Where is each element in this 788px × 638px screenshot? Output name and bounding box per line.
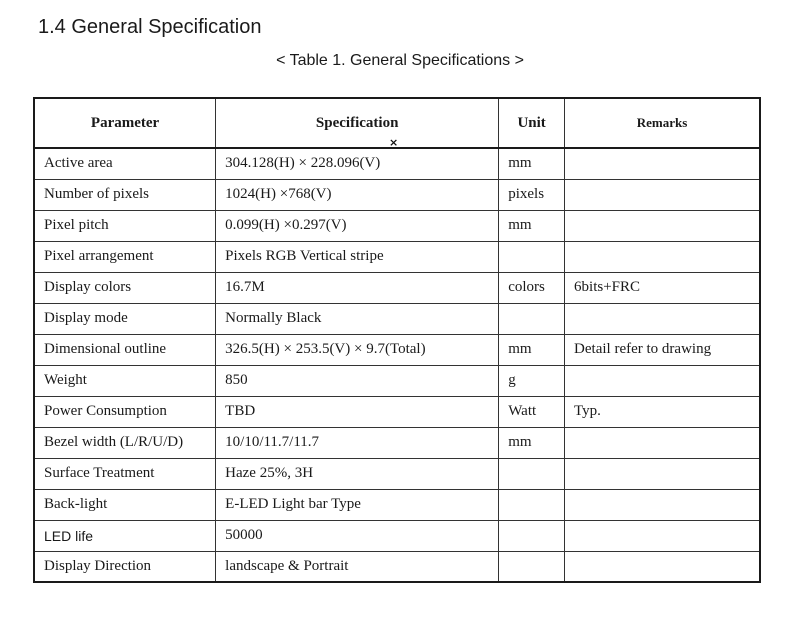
remarks-cell: Typ. — [565, 396, 760, 427]
specification-cell: Haze 25%, 3H — [216, 458, 499, 489]
specification-cell: 50000 — [216, 520, 499, 551]
unit-cell — [499, 303, 565, 334]
unit-cell — [499, 458, 565, 489]
unit-cell — [499, 551, 565, 582]
parameter-cell: Power Consumption — [34, 396, 216, 427]
specification-cell: 16.7M — [216, 272, 499, 303]
table-caption: < Table 1. General Specifications > — [276, 52, 524, 69]
remarks-cell — [565, 365, 760, 396]
specification-cell: landscape & Portrait — [216, 551, 499, 582]
unit-cell: Watt — [499, 396, 565, 427]
unit-cell: mm — [499, 334, 565, 365]
remarks-cell — [565, 303, 760, 334]
remarks-cell — [565, 148, 760, 179]
unit-cell — [499, 489, 565, 520]
specification-cell: TBD — [216, 396, 499, 427]
parameter-cell: Display colors — [34, 272, 216, 303]
general-specifications-table — [33, 97, 761, 583]
remarks-cell — [565, 241, 760, 272]
table-row — [34, 458, 760, 489]
table-row — [34, 520, 760, 551]
parameter-cell: Pixel pitch — [34, 210, 216, 241]
specification-cell: Pixels RGB Vertical stripe — [216, 241, 499, 272]
table-row — [34, 241, 760, 272]
table-row — [34, 427, 760, 458]
remarks-cell — [565, 210, 760, 241]
table-row — [34, 396, 760, 427]
remarks-cell: Detail refer to drawing — [565, 334, 760, 365]
remarks-cell — [565, 179, 760, 210]
remarks-cell — [565, 489, 760, 520]
unit-cell — [499, 520, 565, 551]
specification-cell: E-LED Light bar Type — [216, 489, 499, 520]
unit-cell: g — [499, 365, 565, 396]
table-row — [34, 334, 760, 365]
specification-cell: 10/10/11.7/11.7 — [216, 427, 499, 458]
specification-cell: 0.099(H) ×0.297(V) — [216, 210, 499, 241]
header-parameter: Parameter — [34, 98, 216, 148]
unit-cell: pixels — [499, 179, 565, 210]
parameter-cell: Display Direction — [34, 551, 216, 582]
parameter-cell: Active area — [34, 148, 216, 179]
table-row — [34, 148, 760, 179]
unit-cell: mm — [499, 427, 565, 458]
parameter-cell: LED life — [34, 520, 216, 551]
specification-cell: 850 — [216, 365, 499, 396]
table-row — [34, 551, 760, 582]
header-remarks: Remarks — [565, 98, 760, 148]
remarks-cell — [565, 551, 760, 582]
parameter-cell: Weight — [34, 365, 216, 396]
parameter-cell: Back-light — [34, 489, 216, 520]
unit-cell: mm — [499, 148, 565, 179]
unit-cell: colors — [499, 272, 565, 303]
table-row — [34, 303, 760, 334]
specification-cell: 326.5(H) × 253.5(V) × 9.7(Total) — [216, 334, 499, 365]
parameter-cell: Number of pixels — [34, 179, 216, 210]
table-row — [34, 179, 760, 210]
table-row — [34, 210, 760, 241]
parameter-cell: Surface Treatment — [34, 458, 216, 489]
remarks-cell — [565, 427, 760, 458]
header-unit: Unit — [499, 98, 565, 148]
parameter-cell: Bezel width (L/R/U/D) — [34, 427, 216, 458]
remarks-cell — [565, 520, 760, 551]
header-specification: Specification — [216, 98, 499, 148]
specification-cell: 304.128(H) × 228.096(V) — [216, 148, 499, 179]
cursor-icon: × — [389, 136, 399, 149]
section-title: 1.4 General Specification — [38, 16, 262, 38]
remarks-cell — [565, 458, 760, 489]
parameter-cell: Pixel arrangement — [34, 241, 216, 272]
remarks-cell: 6bits+FRC — [565, 272, 760, 303]
table-row — [34, 489, 760, 520]
parameter-cell: Display mode — [34, 303, 216, 334]
table-row — [34, 272, 760, 303]
parameter-cell: Dimensional outline — [34, 334, 216, 365]
unit-cell: mm — [499, 210, 565, 241]
unit-cell — [499, 241, 565, 272]
specification-cell: 1024(H) ×768(V) — [216, 179, 499, 210]
table-row — [34, 365, 760, 396]
specification-cell: Normally Black — [216, 303, 499, 334]
